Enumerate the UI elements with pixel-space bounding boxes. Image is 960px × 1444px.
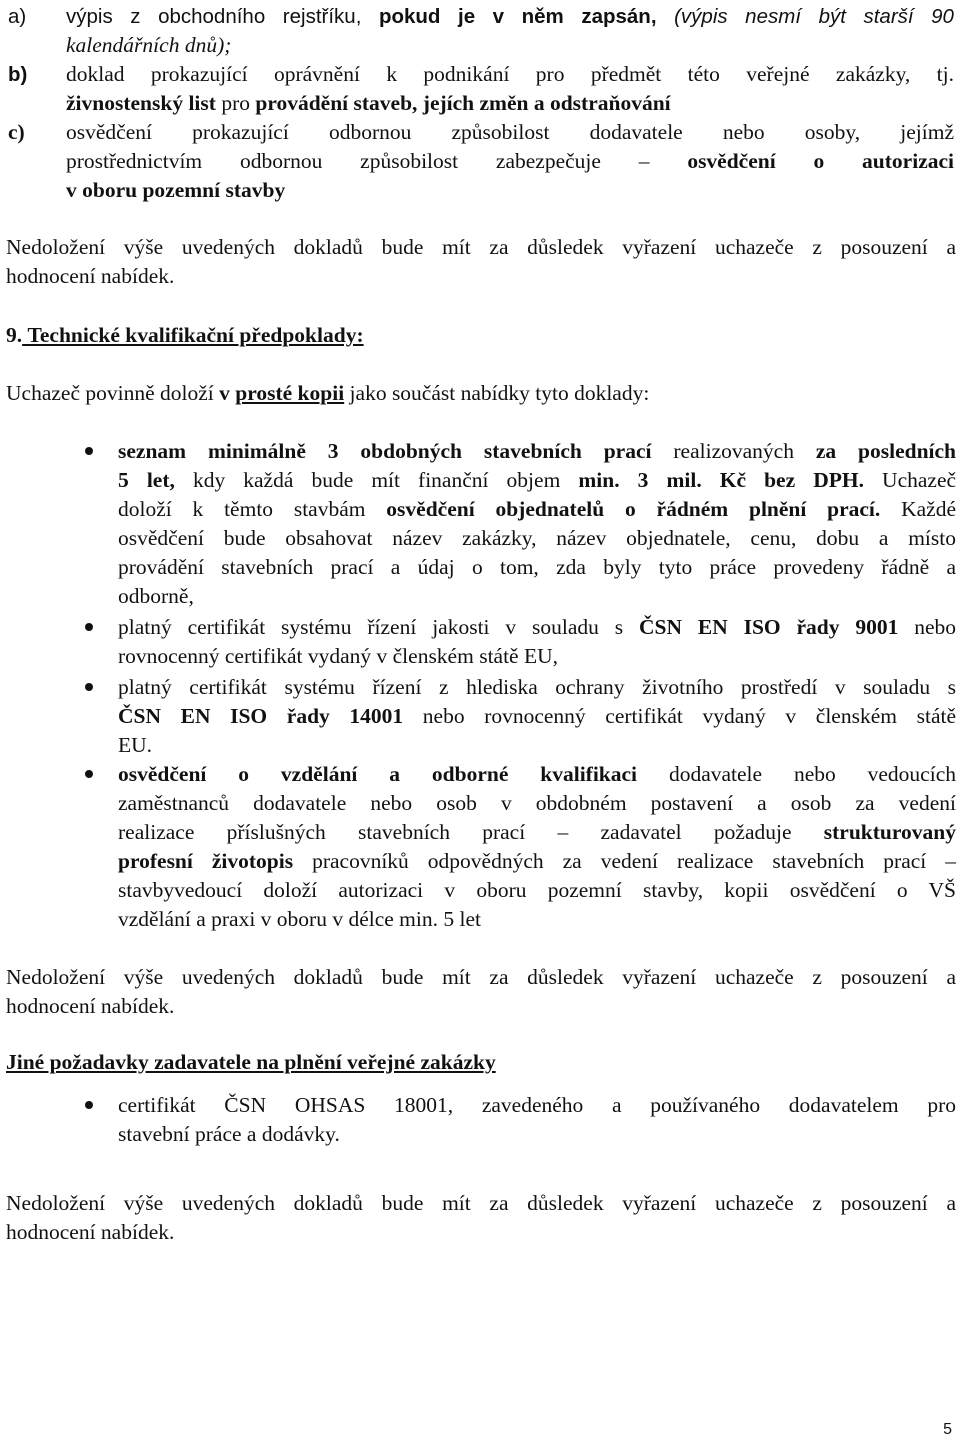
bullet-4-marker [85, 770, 93, 778]
list-label-a: a) [8, 5, 27, 28]
notice-3-line-2: hodnocení nabídek. [6, 1220, 175, 1244]
other-requirements-heading: Jiné požadavky zadavatele na plnění veřejné zakázky [6, 1050, 496, 1074]
notice-1-line-2: hodnocení nabídek. [6, 264, 175, 288]
bullet-2-marker [85, 623, 93, 631]
list-item-b: doklad prokazující oprávnění k podnikání pro předmět této veřejné zakázky, tj. [66, 62, 954, 86]
bullet-3-line-1: platný certifikát systému řízení z hlediska ochrany životního prostředí v souladu s [118, 675, 956, 699]
bullet-2-line-1: platný certifikát systému řízení jakosti v souladu s ČSN EN ISO řady 9001 nebo [118, 615, 957, 639]
bullet-4-line-4: profesní životopis pracovníků odpovědných za vedení realizace stavebních prací – [118, 849, 956, 873]
bullet-1-line-6: odborně, [118, 584, 194, 608]
bullet-4-line-5: stavbyvedoucí doloží autorizaci v oboru pozemní stavby, kopii osvědčení o VŠ [118, 878, 956, 902]
bullet-3-marker [85, 683, 93, 691]
list-item-c: osvědčení prokazující odbornou způsobilost dodavatele nebo osoby, jejímž [66, 120, 954, 144]
bullet-2-line-2: rovnocenný certifikát vydaný v členském státě EU, [118, 644, 559, 668]
list-label-c: c) [8, 120, 25, 144]
bullet-4-line-6: vzdělání a praxi v oboru v délce min. 5 let [118, 907, 481, 931]
section-9-heading: 9. Technické kvalifikační předpoklady: [6, 323, 364, 347]
bullet-1-line-3: doloží k těmto stavbám osvědčení objednatelů o řádném plnění prací. Každé [118, 497, 956, 521]
section-9-intro: Uchazeč povinně doloží v prosté kopii jako součást nabídky tyto doklady: [6, 381, 650, 405]
other-bullet-line-1: certifikát ČSN OHSAS 18001, zavedeného a používaného dodavatelem pro [118, 1093, 956, 1117]
bullet-1-line-2: 5 let, kdy každá bude mít finanční objem min. 3 mil. Kč bez DPH. Uchazeč [118, 468, 957, 492]
bullet-4-line-3: realizace příslušných stavebních prací – zadavatel požaduje strukturovaný [118, 820, 956, 844]
other-bullet-line-2: stavební práce a dodávky. [118, 1122, 340, 1146]
list-item-a-cont: kalendářních dnů); [66, 33, 232, 57]
notice-2-line-2: hodnocení nabídek. [6, 994, 175, 1018]
bullet-1-line-4: osvědčení bude obsahovat název zakázky, název objednatele, cenu, dobu a místo [118, 526, 956, 550]
bullet-4-line-1: osvědčení o vzdělání a odborné kvalifikaci dodavatele nebo vedoucích [118, 762, 956, 786]
page-number: 5 [943, 1421, 952, 1438]
bullet-3-line-2: ČSN EN ISO řady 14001 nebo rovnocenný certifikát vydaný v členském státě [118, 704, 957, 728]
list-item-b-cont: živnostenský list pro provádění staveb, jejích změn a odstraňování [66, 91, 671, 115]
notice-1-line-1: Nedoložení výše uvedených dokladů bude mít za důsledek vyřazení uchazeče z posouzení a [6, 235, 956, 259]
notice-3-line-1: Nedoložení výše uvedených dokladů bude mít za důsledek vyřazení uchazeče z posouzení a [6, 1191, 956, 1215]
bullet-4-line-2: zaměstnanců dodavatele nebo osob v obdobném postavení a osob za vedení [118, 791, 956, 815]
list-item-c-cont: prostřednictvím odbornou způsobilost zabezpečuje – osvědčení o autorizaci [66, 149, 954, 173]
other-bullet-marker [85, 1101, 93, 1109]
list-item-c-cont2: v oboru pozemní stavby [66, 178, 286, 202]
notice-2-line-1: Nedoložení výše uvedených dokladů bude mít za důsledek vyřazení uchazeče z posouzení a [6, 965, 956, 989]
list-label-b: b) [8, 63, 28, 86]
bullet-1-marker [85, 447, 93, 455]
bullet-3-line-3: EU. [118, 733, 153, 757]
list-item-a: výpis z obchodního rejstříku, pokud je v něm zapsán, (výpis nesmí být starší 90 [66, 5, 954, 28]
bullet-1-line-5: provádění stavebních prací a údaj o tom, zda byly tyto práce provedeny řádně a [118, 555, 956, 579]
bullet-1-line-1: seznam minimálně 3 obdobných stavebních prací realizovaných za posledních [118, 439, 956, 463]
